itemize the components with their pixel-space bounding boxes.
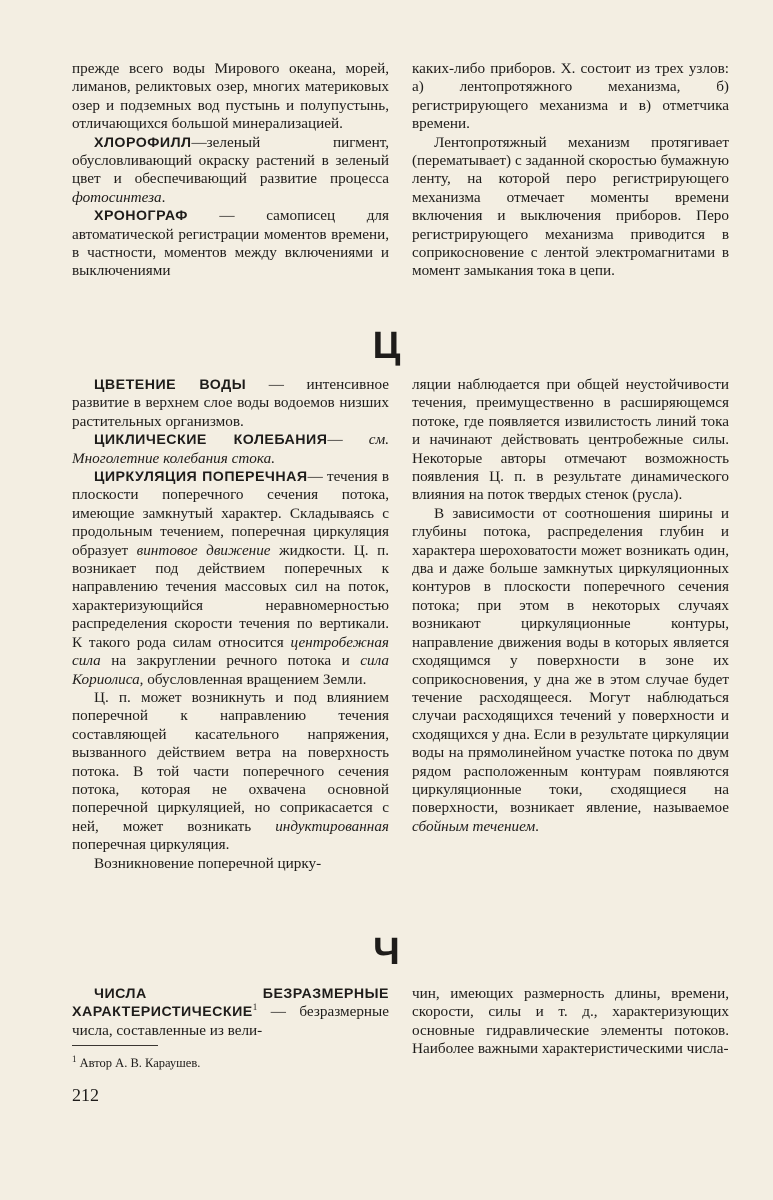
entry-water-bloom: ЦВЕТЕНИЕ ВОДЫ — интенсивное развитие в верхнем слое воды водоемов низших растительных организмов. bbox=[72, 376, 389, 430]
entry-term: ЦВЕТЕНИЕ ВОДЫ bbox=[94, 377, 247, 393]
footnote: $^1$ Автор А. В. Караушев. bbox=[72, 1053, 201, 1070]
footnote-mark: 1 bbox=[72, 1053, 77, 1064]
paragraph: прежде всего воды Мирового океана, морей, лиманов, реликтовых озер, многих материковых озер и подземных вод пустынь и полупустынь, отличающихся большой минерализацией. bbox=[72, 60, 389, 133]
entry-dimensionless-numbers: ЧИСЛА БЕЗРАЗМЕРНЫЕ ХАРАКТЕРИСТИЧЕСКИЕ$^1$ — безразмерные числа, составленные из вели- bbox=[72, 986, 389, 1039]
entry-cyclic-oscillations: ЦИКЛИЧЕСКИЕ КОЛЕБАНИЯ— см. Многолетние колебания стока. bbox=[72, 431, 389, 467]
section-letter-ts: Ц bbox=[372, 325, 401, 367]
paragraph: каких-либо приборов. Х. состоит из трех узлов: а) лентопротяжного механизма, б) регистрирующего механизма и в) отметчика времени. bbox=[412, 60, 729, 133]
entry-term: ЧИСЛА БЕЗРАЗМЕРНЫЕ ХАРАКТЕРИСТИЧЕСКИЕ bbox=[72, 986, 389, 1021]
entry-chronograph: ХРОНОГРАФ — самописец для автоматической регистрации моментов времени, в частности, моментов между включениями и выключениями bbox=[72, 207, 389, 280]
cross-reference: фотосинтеза bbox=[72, 188, 162, 206]
footnote-mark: 1 bbox=[252, 1002, 258, 1013]
top-left-column bbox=[72, 60, 389, 281]
footnote-rule bbox=[72, 1045, 158, 1046]
entry-chlorophyll: ХЛОРОФИЛЛ—зеленый пигмент, обусловливающий окраску растений в зеленый цвет и обеспечивающий развитие процесса фотосинтеза. bbox=[72, 133, 389, 206]
paragraph: Возникновение поперечной цирку- bbox=[94, 854, 322, 872]
paragraph: чин, имеющих размерность длины, времени, скорости, силы и т. д., характеризующих основные гидравлические элементы потоков. Наиболее важными характеристическими числа- bbox=[412, 985, 729, 1058]
entry-term: ЦИКЛИЧЕСКИЕ КОЛЕБАНИЯ bbox=[94, 432, 328, 449]
bottom-right-column bbox=[412, 985, 729, 1059]
middle-left-column bbox=[72, 376, 389, 873]
paragraph: Ц. п. может возникнуть и под влиянием поперечной к направлению течения составляющей касательного напряжения, вызванного действием ветра на поверхность потока. В той части поперечного сечения потока, которая не охвачена основной поперечной циркуляцией, но соприкасается с ней, может возникать индуктированная поперечная циркуляция. bbox=[72, 688, 389, 854]
cross-reference: винтовое движение bbox=[136, 541, 271, 559]
page-number: 212 bbox=[72, 1085, 99, 1105]
paragraph: Лентопротяжный механизм протягивает (перематывает) с заданной скоростью бумажную ленту, на которой перо регистрирующего механизма отмечает моменты времени включения и выключения приборов. Перо регистрирующего механизма приводится в соприкосновение с лентой электромагнитами в момент замыкания тока в цепи. bbox=[412, 133, 729, 280]
paragraph: В зависимости от соотношения ширины и глубины потока, распределения глубин и характера шероховатости может возникать один, два и даже больше замкнутых циркуляционных контуров в плоскости поперечного сечения потока; при этом в некоторых случаях возникают циркуляционные контуры, направление движения воды в которых является сходящимся у поверхности в зоне их соприкосновения, у дна же в этом случае будет течение расходящееся. Могут наблюдаться случаи расходящихся течений у поверхности и сходящихся у дна. Если в результате циркуляции воды на прямолинейном участке потока по двум рядом расположенным контурам появляются циркуляционные токи, сходящиеся на поверхности, возникает явление, называемое сбойным течением. bbox=[412, 504, 729, 835]
cross-reference: сила Кориолиса bbox=[72, 652, 389, 688]
cross-reference: индуктированная bbox=[275, 817, 389, 835]
cross-reference: сбойным течением bbox=[412, 817, 536, 835]
entry-term: ХЛОРОФИЛЛ bbox=[94, 134, 192, 151]
paragraph: ляции наблюдается при общей неустойчивости течения, преимущественно в расширяющемся потоке, где появляется извилистость линий тока и начинают действовать центробежные силы. Некоторые авторы отмечают возможность появления Ц. п. в результате динамического влияния на поток твердых стенок (русла). bbox=[412, 376, 729, 504]
entry-transverse-circulation: ЦИРКУЛЯЦИЯ ПОПЕРЕЧНАЯ— течения в плоскости поперечного сечения потока, имеющие замкнутый характер. Складываясь с продольным течением, поперечная циркуляция образует винтовое движение жидкости. Ц. п. возникает под действием поперечных к направлению течения массовых сил на поток, характеризующийся неравномерностью распределения скорости течения по вертикали. К такого рода силам относится центробежная сила на закруглении речного потока и сила Кориолиса, обусловленная вращением Земли. bbox=[72, 468, 390, 688]
cross-reference: см. Многолетние колебания стока. bbox=[72, 431, 389, 467]
cross-reference: центробежная сила bbox=[72, 633, 389, 670]
middle-right-column bbox=[412, 376, 729, 836]
bottom-left-column bbox=[72, 985, 389, 1040]
entry-term: ХРОНОГРАФ bbox=[94, 208, 188, 225]
top-right-column bbox=[412, 60, 729, 281]
section-letter-ch: Ч bbox=[373, 931, 400, 973]
entry-term: ЦИРКУЛЯЦИЯ ПОПЕРЕЧНАЯ bbox=[94, 469, 308, 486]
